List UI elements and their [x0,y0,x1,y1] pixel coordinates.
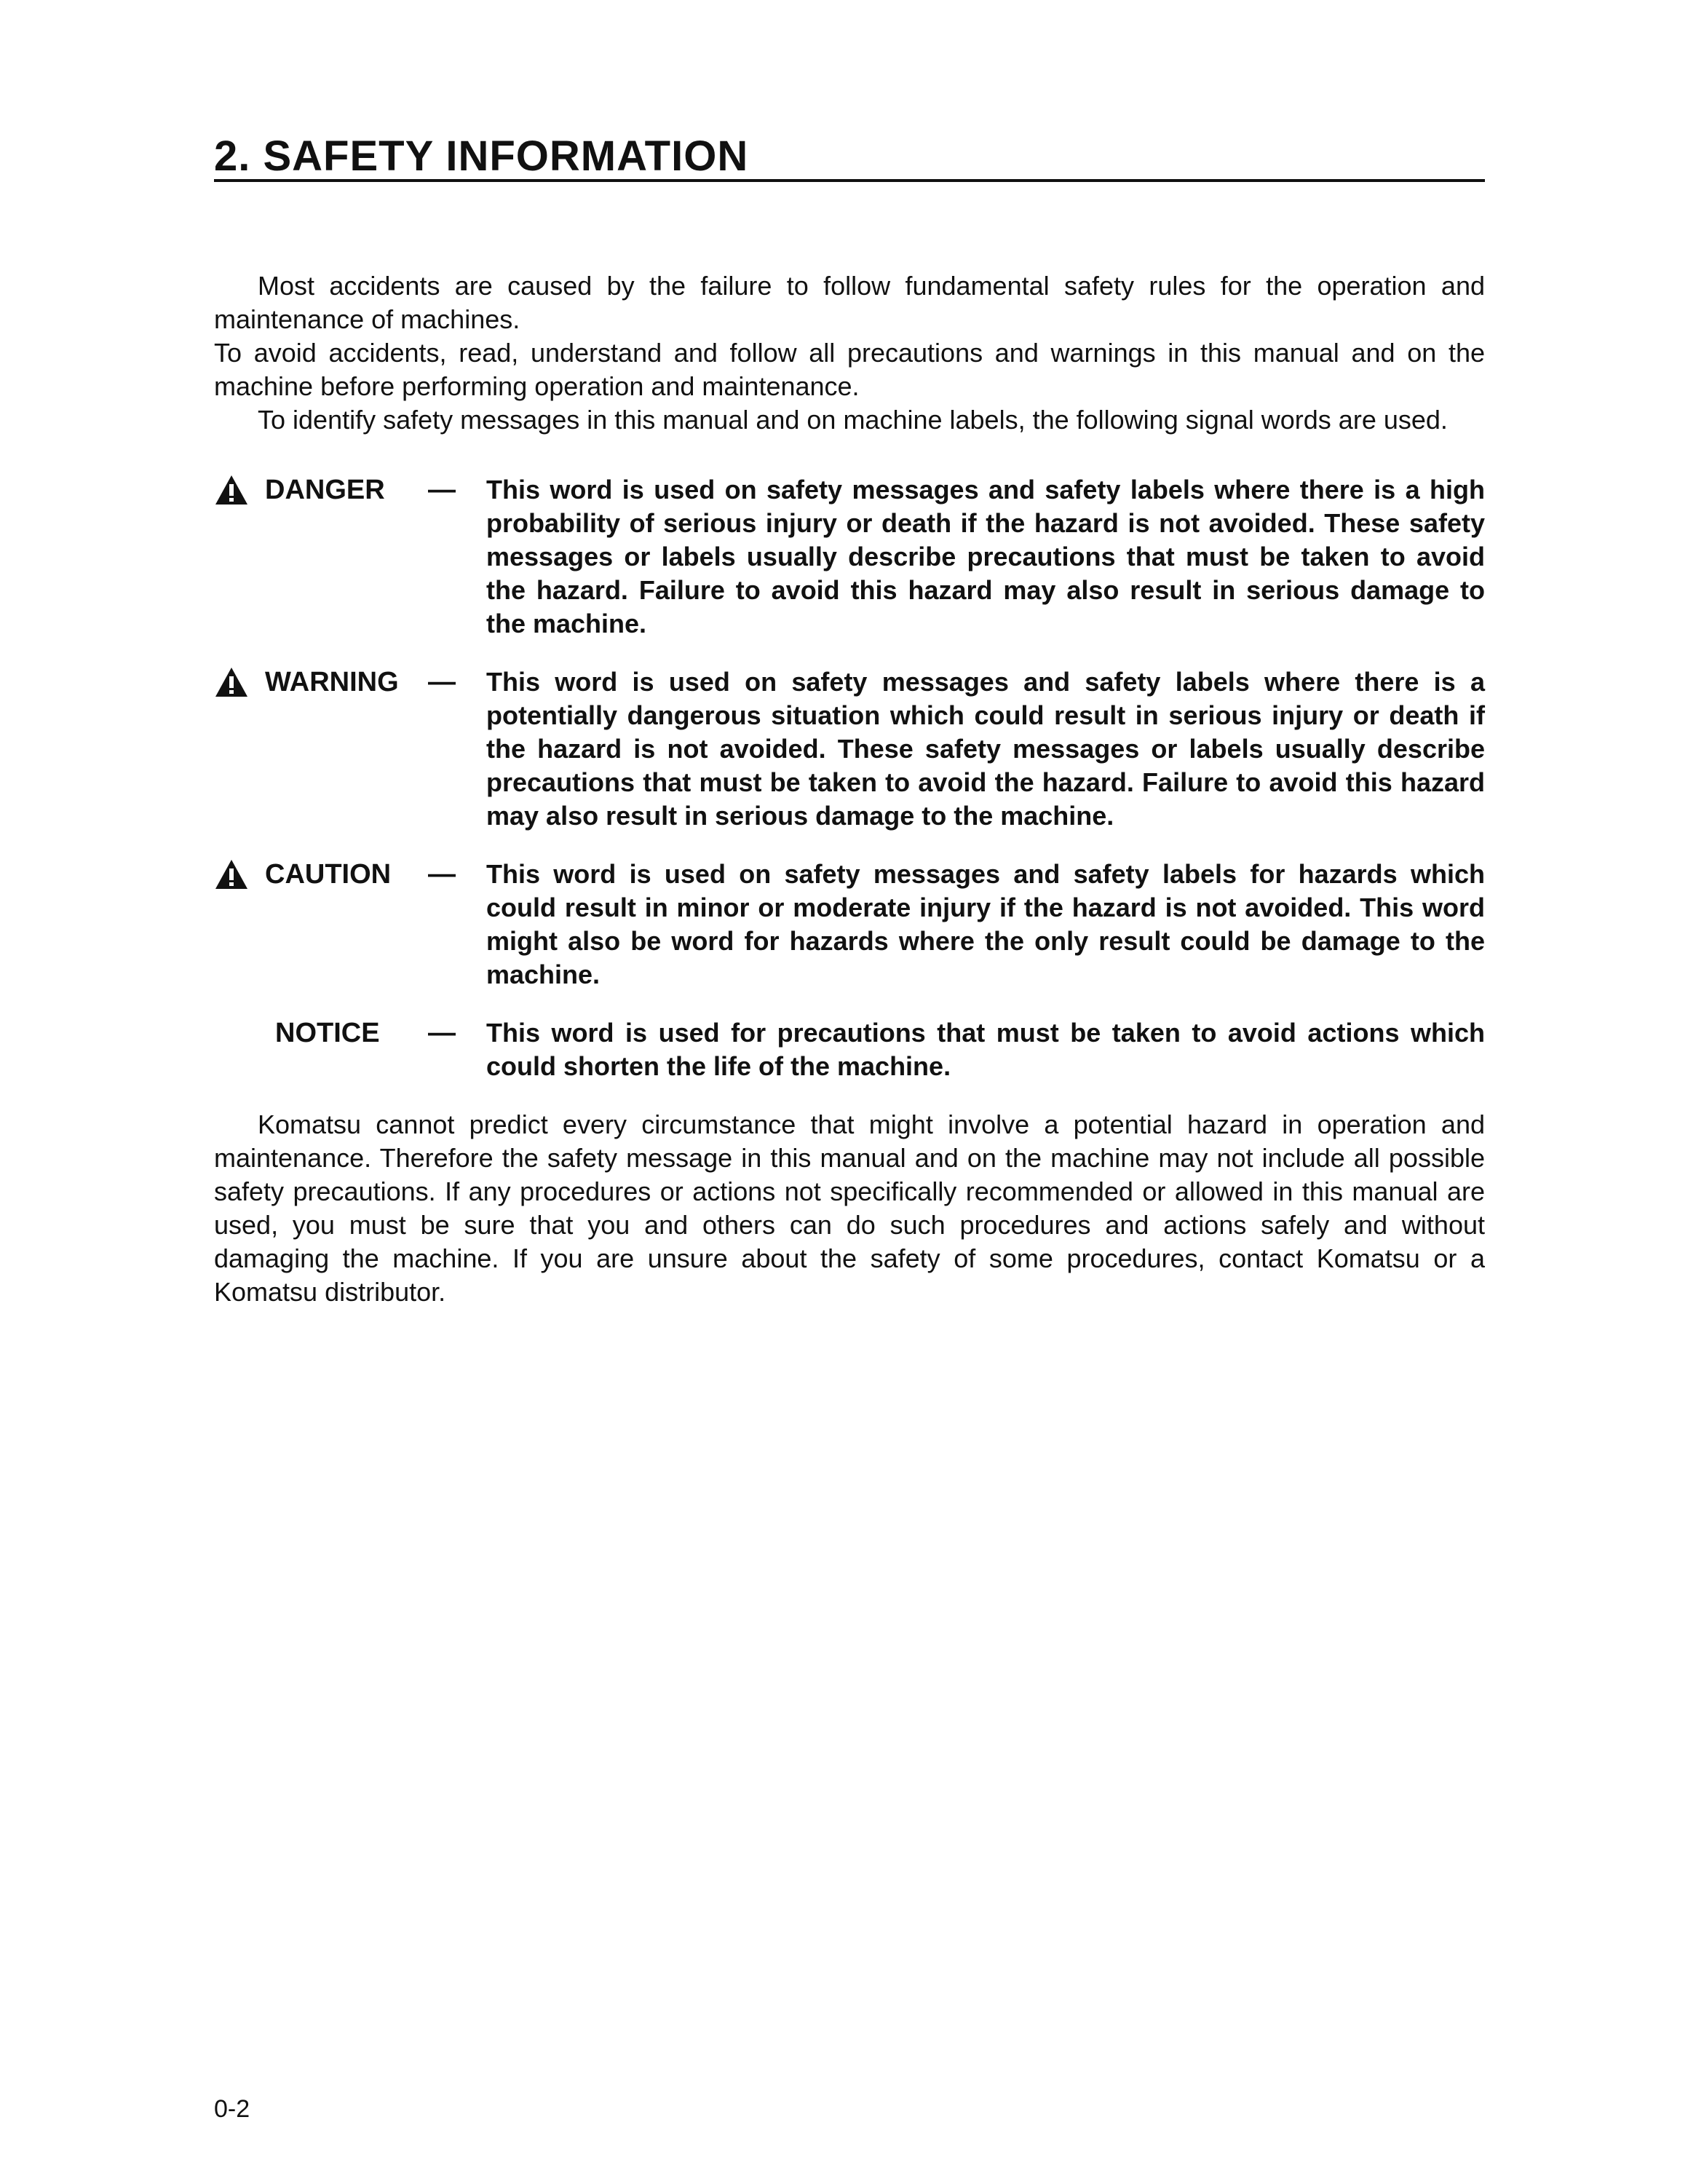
signal-label-notice [214,1016,428,1050]
page-number: 0-2 [214,2095,250,2123]
signal-word-list [214,473,1485,1083]
warning-triangle-icon [214,666,249,698]
intro-paragraph-2: To avoid accidents, read, understand and follow all precautions and warnings in this manual and on the machine before performing operation and maintenance. [214,338,1485,401]
signal-dash: — [428,1018,456,1048]
intro-section [214,269,1485,437]
signal-word-danger: DANGER [265,475,385,505]
signal-row-warning [214,665,1485,833]
signal-label-danger [214,473,428,507]
signal-row-caution [214,858,1485,992]
signal-label-caution [214,858,428,891]
signal-row-danger [214,473,1485,641]
warning-triangle-icon [214,858,249,890]
warning-triangle-icon [214,474,249,506]
page-title: 2. SAFETY INFORMATION [214,132,749,180]
signal-row-notice [214,1016,1485,1083]
closing-paragraph: Komatsu cannot predict every circumstance that might involve a potential hazard in operation and maintenance. Therefore the safety message in this manual and on the machine may not include all possible safety precautions. If any procedures or actions not specifically recommended or allowed in this manual are used, you must be sure that you and others can do such procedures and actions safely and without damaging the machine. If you are unsure about the safety of some procedures, contact Komatsu or a Komatsu distributor. [214,1109,1485,1307]
signal-description-caution: This word is used on safety messages and safety labels for hazards which could result in minor or moderate injury if the hazard is not avoided. This word might also be word for hazards where the only result could be damage to the machine. [486,859,1485,989]
signal-dash: — [428,859,456,890]
signal-description-notice: This word is used for precautions that must be taken to avoid actions which could shorten the life of the machine. [486,1018,1485,1081]
signal-word-warning: WARNING [265,667,399,697]
signal-dash: — [428,475,456,505]
intro-paragraph-3: To identify safety messages in this manual and on machine labels, the following signal words are used. [258,405,1448,435]
signal-dash: — [428,667,456,697]
signal-label-warning [214,665,428,699]
intro-paragraph-1: Most accidents are caused by the failure to follow fundamental safety rules for the operation and maintenance of machines. [214,271,1485,334]
signal-description-danger: This word is used on safety messages and safety labels where there is a high probability of serious injury or death if the hazard is not avoided. These safety messages or labels usually describe precautions that must be taken to avoid the hazard. Failure to avoid this hazard may also result in serious damage to the machine. [486,475,1485,638]
signal-description-warning: This word is used on safety messages and safety labels where there is a potentially dangerous situation which could result in serious injury or death if the hazard is not avoided. These safety messages or labels usually describe precautions that must be taken to avoid the hazard. Failure to avoid this hazard may also result in serious damage to the machine. [486,667,1485,831]
section-header [214,109,1485,182]
signal-word-notice: NOTICE [275,1018,380,1048]
document-page [214,109,1485,1335]
signal-word-caution: CAUTION [265,859,392,890]
